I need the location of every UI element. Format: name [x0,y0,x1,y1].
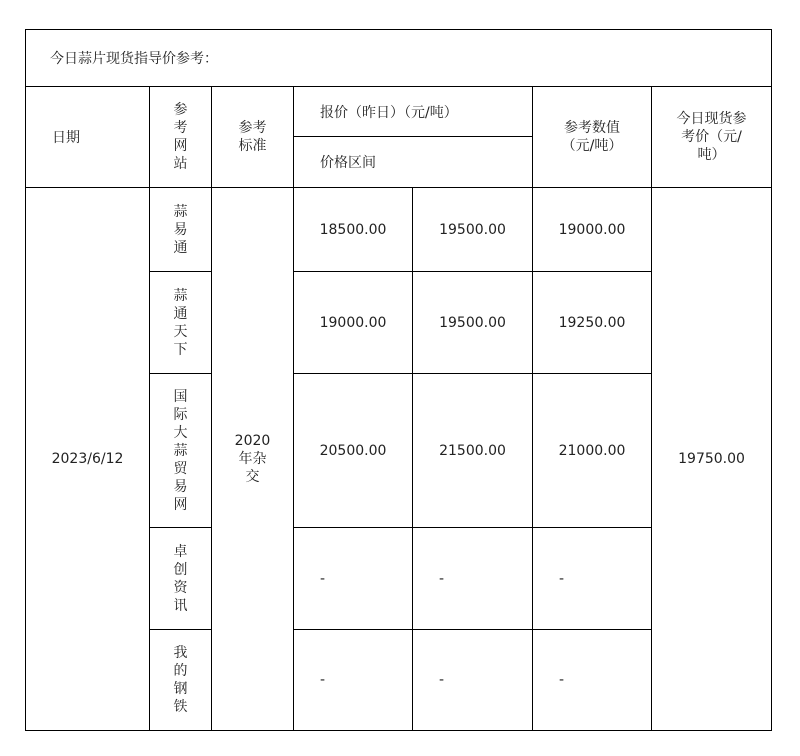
header-site: 参考网站 [150,87,212,188]
low-price-cell: - [294,528,413,630]
header-quote: 报价（昨日）（元/吨） [294,87,533,137]
low-price-cell: 20500.00 [294,374,413,528]
low-price-cell: 18500.00 [294,188,413,272]
high-price-cell: 21500.00 [413,374,533,528]
standard-cell: 2020年杂交 [212,188,294,731]
ref-value-cell: - [533,630,652,731]
ref-value-cell: 19250.00 [533,272,652,374]
header-ref-value: 参考数值（元/吨） [533,87,652,188]
ref-value-cell: 21000.00 [533,374,652,528]
header-standard: 参考标准 [212,87,294,188]
high-price-cell: 19500.00 [413,272,533,374]
table-caption: 今日蒜片现货指导价参考： [26,30,772,87]
high-price-cell: - [413,630,533,731]
ref-value-cell: - [533,528,652,630]
today-price-cell: 19750.00 [652,188,772,731]
low-price-cell: - [294,630,413,731]
ref-value-cell: 19000.00 [533,188,652,272]
high-price-cell: - [413,528,533,630]
high-price-cell: 19500.00 [413,188,533,272]
header-range: 价格区间 [294,137,533,188]
site-cell: 卓创资讯 [150,528,212,630]
date-cell: 2023/6/12 [26,188,150,731]
site-cell: 蒜易通 [150,188,212,272]
site-cell: 我的钢铁 [150,630,212,731]
low-price-cell: 19000.00 [294,272,413,374]
header-today-price: 今日现货参考价（元/吨） [652,87,772,188]
price-table [25,29,772,731]
site-cell: 国际大蒜贸易网 [150,374,212,528]
header-date: 日期 [26,87,150,188]
site-cell: 蒜通天下 [150,272,212,374]
